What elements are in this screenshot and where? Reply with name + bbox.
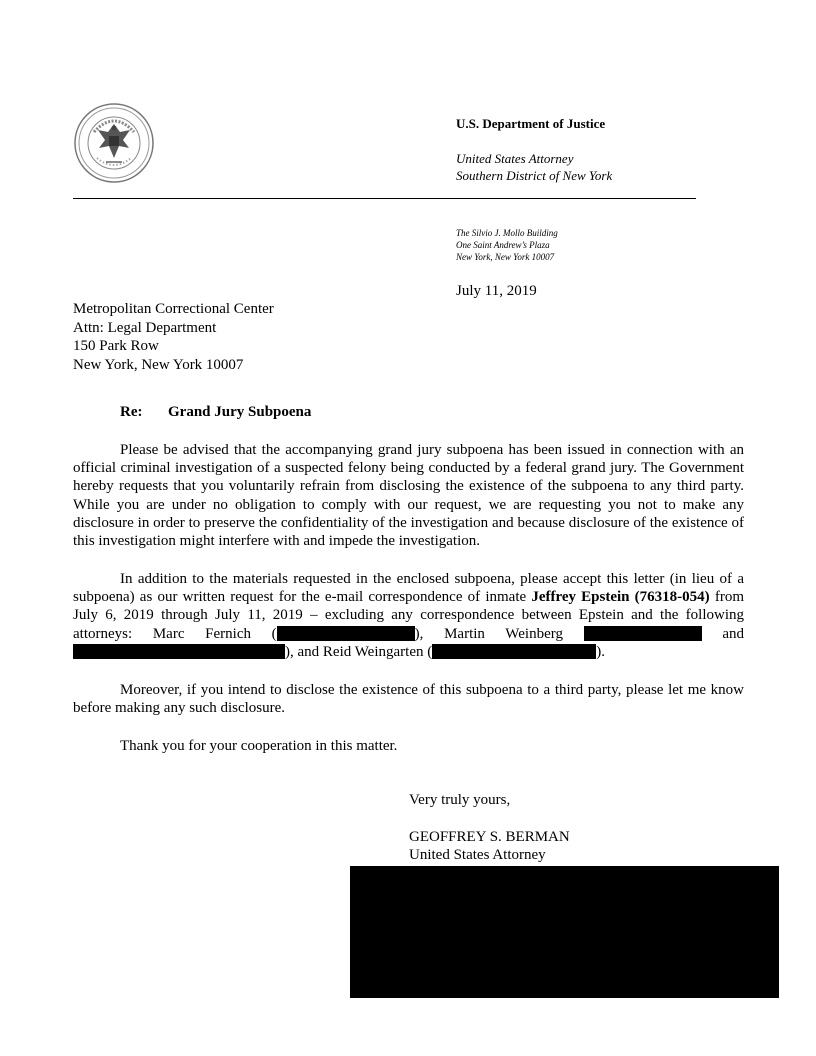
- recipient-line: 150 Park Row: [73, 338, 159, 354]
- letterhead-divider: [73, 198, 696, 199]
- department-name: U.S. Department of Justice: [456, 116, 606, 131]
- building-city: New York, New York 10007: [456, 252, 555, 262]
- closing-salutation: Very truly yours,: [409, 792, 511, 808]
- letter-date: July 11, 2019: [456, 283, 537, 299]
- paragraph-text: ).: [596, 643, 605, 660]
- body-paragraph-2: [73, 570, 744, 661]
- signature-redaction-block: [350, 866, 779, 998]
- paragraph-text: ), Martin Weinberg: [414, 625, 563, 642]
- paragraph-text: In addition to the materials requested in the enclosed subpoena, please accept this letter (in lieu of a subpoena) as our written request for the e-mail correspondence of inmate: [73, 571, 744, 606]
- body-paragraph-3: [73, 681, 744, 717]
- subject-label: Re:: [120, 404, 143, 420]
- redaction-bar: [73, 644, 285, 659]
- building-name: The Silvio J. Mollo Building: [456, 228, 558, 238]
- inmate-name: Jeffrey Epstein (76318-054): [531, 589, 710, 606]
- redaction-bar: [584, 626, 702, 641]
- subject-line: [120, 404, 311, 421]
- paragraph-text: Moreover, if you intend to disclose the existence of this subpoena to a third party, please let me know before making any such disclosure.: [73, 682, 744, 717]
- office-block: [456, 150, 612, 184]
- recipient-address: [73, 300, 274, 374]
- signature-closing: [409, 791, 570, 865]
- paragraph-text: ), and Reid Weingarten (: [285, 643, 433, 660]
- signer-title: United States Attorney: [409, 847, 546, 863]
- recipient-line: Metropolitan Correctional Center: [73, 301, 274, 317]
- office-district: Southern District of New York: [456, 168, 613, 183]
- signer-name: GEOFFREY S. BERMAN: [409, 828, 570, 845]
- paragraph-text: and: [722, 625, 745, 642]
- paragraph-text: Thank you for your cooperation in this matter.: [120, 738, 398, 754]
- subject-text: Grand Jury Subpoena: [168, 404, 312, 420]
- building-street: One Saint Andrew’s Plaza: [456, 240, 550, 250]
- paragraph-text: from July 6, 2019 through July 11, 2019 – excluding any correspondence between Epstein and the following attorneys: Marc Fernich (: [73, 589, 745, 642]
- office-address: [456, 227, 558, 263]
- recipient-line: Attn: Legal Department: [73, 319, 217, 336]
- recipient-line: New York, New York 10007: [73, 356, 244, 373]
- paragraph-text: Please be advised that the accompanying grand jury subpoena has been issued in connection with an official criminal investigation of a suspected felony being conducted by a federal grand jury. The Government hereby requests that you voluntarily refrain from disclosing the existence of the subpoena to any third party. While you are under no obligation to comply with our request, we are requesting you not to make any disclosure in order to preserve the confidentiality of the investigation and because disclosure of the existence of this investigation might interfere with and impede the investigation.: [73, 442, 744, 550]
- redaction-bar: [277, 626, 415, 641]
- body-paragraph-1: [73, 441, 744, 550]
- body-paragraph-4: [73, 737, 744, 755]
- office-title: United States Attorney: [456, 151, 574, 166]
- redaction-bar: [432, 644, 596, 659]
- doj-seal-icon: [73, 102, 155, 184]
